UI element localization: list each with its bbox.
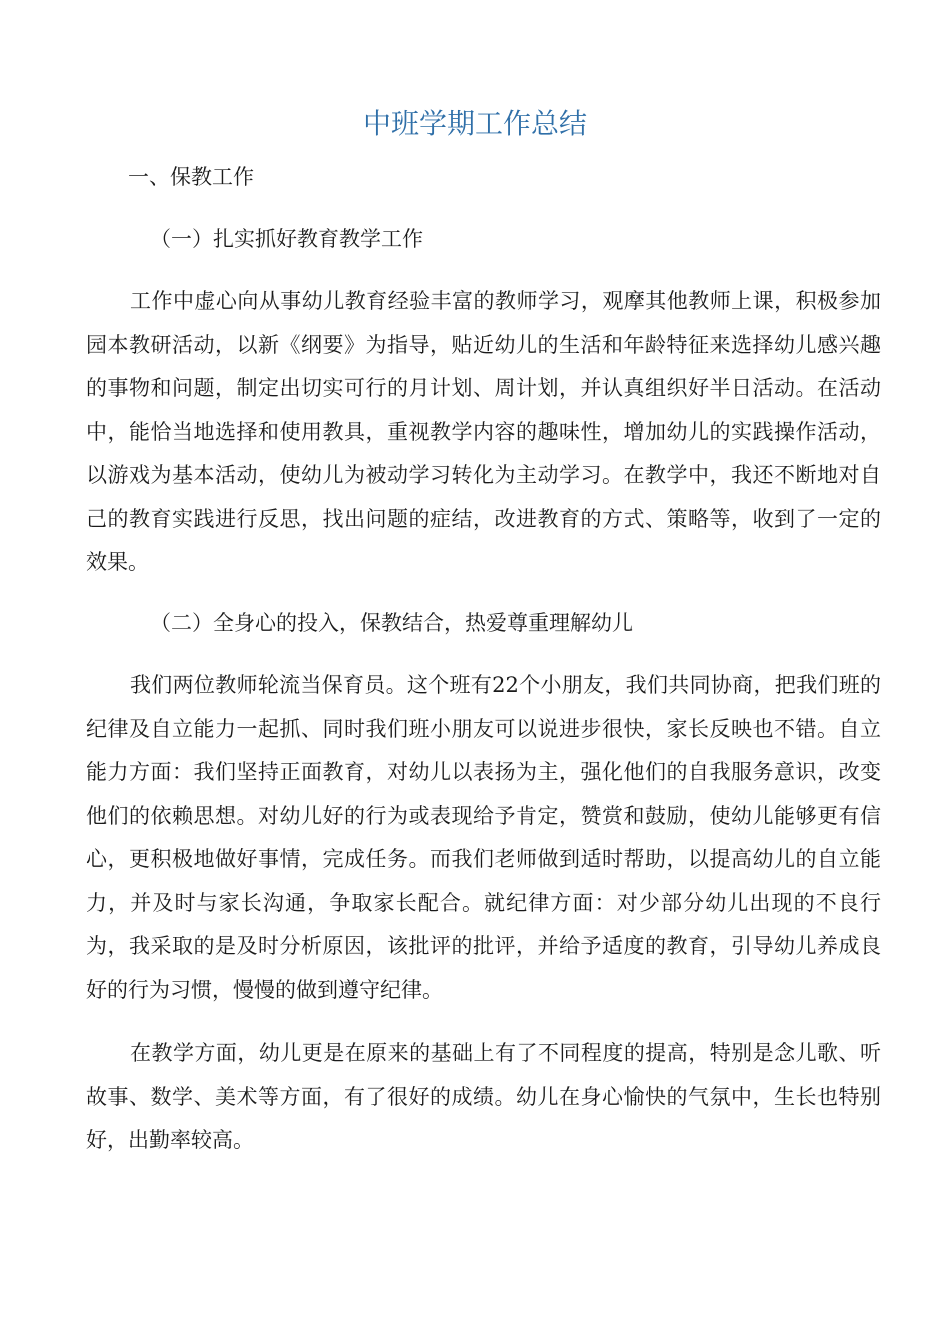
subsection-heading-teaching: （一）扎实抓好教育教学工作 [150,227,423,251]
section-heading-care-education: 一、保教工作 [128,165,254,189]
document-title: 中班学期工作总结 [362,107,587,140]
paragraph-teaching-results: 在教学方面，幼儿更是在原来的基础上有了不同程度的提高，特别是念儿歌、听故事、数学、美术等方面，有了很好的成绩。幼儿在身心愉快的气氛中，生长也特别好，出勤率较高。 [86,1041,881,1152]
subsection-heading-care-combined: （二）全身心的投入，保教结合，热爱尊重理解幼儿 [150,611,633,635]
paragraph-care-discipline: 我们两位教师轮流当保育员。这个班有22个小朋友，我们共同协商，把我们班的纪律及自立能力一起抓、同时我们班小朋友可以说进步很快，家长反映也不错。自立能力方面：我们坚持正面教育，对幼儿以表扬为主，强化他们的自我服务意识，改变他们的依赖思想。对幼儿好的行为或表现给予肯定，赞赏和鼓励，使幼儿能够更有信心，更积极地做好事情，完成任务。而我们老师做到适时帮助，以提高幼儿的自立能力，并及时与家长沟通，争取家长配合。就纪律方面：对少部分幼儿出现的不良行为，我采取的是及时分析原因，该批评的批评，并给予适度的教育，引导幼儿养成良好的行为习惯，慢慢的做到遵守纪律。 [86,673,881,1002]
paragraph-teaching-work: 工作中虚心向从事幼儿教育经验丰富的教师学习，观摩其他教师上课，积极参加园本教研活动，以新《纲要》为指导，贴近幼儿的生活和年龄特征来选择幼儿感兴趣的事物和问题，制定出切实可行的月计划、周计划，并认真组织好半日活动。在活动中，能恰当地选择和使用教具，重视教学内容的趣味性，增加幼儿的实践操作活动，以游戏为基本活动，使幼儿为被动学习转化为主动学习。在教学中，我还不断地对自己的教育实践进行反思，找出问题的症结，改进教育的方式、策略等，收到了一定的效果。 [86,289,881,574]
